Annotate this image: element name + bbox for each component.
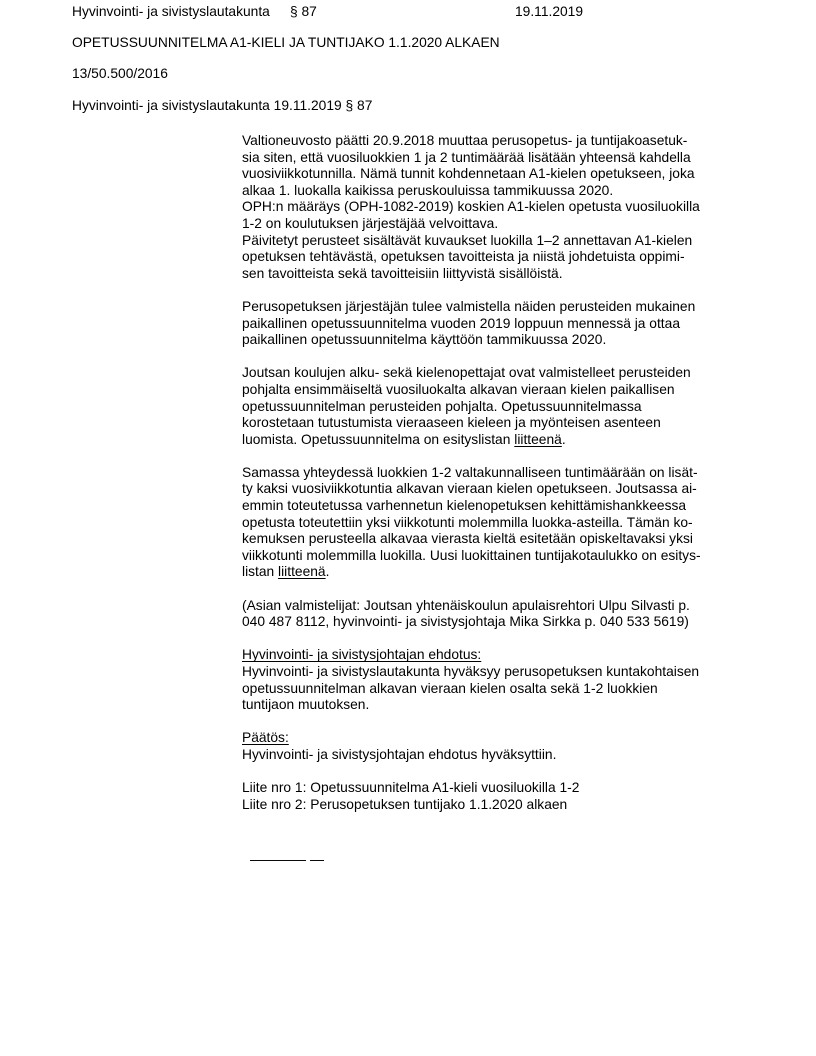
text-segment: kemuksen perusteella alkavaa vierasta kieltä esitetään opiskeltavaksi yksi xyxy=(242,531,693,547)
section-mark: § 87 xyxy=(290,4,317,19)
underlined-text: Hyvinvointi- ja sivistysjohtajan ehdotus: xyxy=(242,647,482,663)
text-segment: Hyvinvointi- ja sivistyslautakunta hyväksyy perusopetuksen kuntakohtaisen xyxy=(242,664,700,679)
text-line xyxy=(242,548,816,565)
text-segment: tuntijaon muutoksen. xyxy=(242,697,370,713)
text-line xyxy=(242,780,816,797)
text-line xyxy=(242,266,816,283)
text-segment: luomista. Opetussuunnitelma on esityslistan xyxy=(242,431,515,447)
paragraph-local-curriculum-deadline xyxy=(242,299,816,349)
text-line xyxy=(242,697,816,714)
text-line xyxy=(242,664,816,681)
text-segment: opetuksen tehtävästä, opetuksen tavoitteista ja niistä johdetuista oppimi- xyxy=(242,249,685,265)
text-line xyxy=(242,166,816,183)
text-line xyxy=(242,299,816,316)
text-segment: Samassa yhteydessä luokkien 1-2 valtakunnalliseen tuntimäärään on lisät- xyxy=(242,464,698,480)
text-segment: alkaa 1. luokalla kaikissa peruskouluissa tammikuussa 2020. xyxy=(242,182,614,198)
text-segment: sia siten, että vuosiluokkien 1 ja 2 tuntimäärää lisätään yhteensä kahdella xyxy=(242,149,691,165)
paragraph-preparers xyxy=(242,598,816,631)
text-segment: Perusopetuksen järjestäjän tulee valmistella näiden perusteiden mukainen xyxy=(242,298,696,314)
paragraph-attachments xyxy=(242,780,816,813)
text-segment: pohjalta ensimmäiseltä vuosiluokalta alkavan vieraan kielen paikallisen xyxy=(242,381,675,397)
text-segment: . xyxy=(325,564,330,580)
text-segment: viikkotunti molemmilla luokilla. Uusi luokittainen tuntijakotaulukko on esitys- xyxy=(242,547,701,563)
text-line xyxy=(242,183,816,200)
text-line xyxy=(242,515,816,532)
document-body xyxy=(242,133,816,813)
text-line xyxy=(242,681,816,698)
text-line xyxy=(242,614,816,631)
text-line xyxy=(242,797,816,814)
document-header xyxy=(72,0,816,21)
paragraph-decision xyxy=(242,730,816,763)
meeting-reference: Hyvinvointi- ja sivistyslautakunta 19.11.2019 § 87 xyxy=(72,98,373,113)
text-line xyxy=(242,432,816,449)
text-line xyxy=(242,150,816,167)
text-segment: opetusta toteutettiin yksi viikkotunti molemmilla luokka-asteilla. Tämän ko- xyxy=(242,514,693,530)
text-segment: Joutsan koulujen alku- sekä kielenopettajat ovat valmistelleet perusteiden xyxy=(242,365,691,381)
text-segment: Hyvinvointi- ja sivistysjohtajan ehdotus hyväksyttiin. xyxy=(242,746,557,762)
text-line xyxy=(242,747,816,764)
text-segment: 1-2 on koulutuksen järjestäjää velvoittava. xyxy=(242,215,499,231)
text-line xyxy=(242,216,816,233)
text-line xyxy=(242,316,816,333)
text-line xyxy=(242,730,816,747)
text-segment: sen tavoitteista sekä tavoitteisiin liittyvistä sisällöistä. xyxy=(242,265,563,281)
text-segment: Liite nro 2: Perusopetuksen tuntijako 1.1.2020 alkaen xyxy=(242,796,568,812)
text-segment: emmin toteutetussa varhennetun kielenopetuksen kehittämishankkeessa xyxy=(242,498,687,514)
text-segment: paikallinen opetussuunnitelma käyttöön tammikuussa 2020. xyxy=(242,332,607,348)
text-line xyxy=(242,199,816,216)
diary-number: 13/50.500/2016 xyxy=(72,66,168,81)
text-line xyxy=(242,465,816,482)
text-segment: Valtioneuvosto päätti 20.9.2018 muuttaa perusopetus- ja tuntijakoasetuk- xyxy=(242,133,688,148)
text-line xyxy=(242,382,816,399)
text-segment: 040 487 8112, hyvinvointi- ja sivistysjohtaja Mika Sirkka p. 040 533 5619) xyxy=(242,614,689,630)
text-segment: OPH:n määräys (OPH-1082-2019) koskien A1-kielen opetusta vuosiluokilla xyxy=(242,199,700,215)
underlined-text: Päätös: xyxy=(242,730,289,746)
text-segment: opetussuunnitelman alkavan vieraan kielen osalta sekä 1-2 luokkien xyxy=(242,680,658,696)
paragraph-curriculum-preparation xyxy=(242,365,816,448)
text-segment: korostetaan tutustumista vieraaseen kieleen ja myönteisen asenteen xyxy=(242,415,661,431)
text-line xyxy=(242,647,816,664)
page-title: OPETUSSUUNNITELMA A1-KIELI JA TUNTIJAKO 1.1.2020 ALKAEN xyxy=(72,35,500,50)
text-segment: vuosiviikkotunnilla. Nämä tunnit kohdennetaan A1-kielen opetukseen, joka xyxy=(242,166,695,182)
text-line xyxy=(242,365,816,382)
underlined-text: liitteenä xyxy=(278,564,326,580)
text-line xyxy=(242,415,816,432)
text-line xyxy=(242,564,816,581)
underlined-text: liitteenä xyxy=(514,431,562,447)
signature-line xyxy=(250,857,816,861)
paragraph-lesson-hours xyxy=(242,465,816,581)
paragraph-background xyxy=(242,133,816,282)
text-segment: Päivitetyt perusteet sisältävät kuvaukset luokilla 1–2 annettavan A1-kielen xyxy=(242,232,693,248)
text-line xyxy=(242,249,816,266)
text-line xyxy=(242,133,816,150)
signature-line-segment xyxy=(250,860,306,861)
text-segment: listan xyxy=(242,564,279,580)
text-line xyxy=(242,233,816,250)
text-line xyxy=(242,498,816,515)
text-segment: ty kaksi vuosiviikkotuntia alkavan vieraan kielen opetukseen. Joutsassa ai- xyxy=(242,481,697,497)
text-segment: paikallinen opetussuunnitelma vuoden 2019 loppuun mennessä ja ottaa xyxy=(242,315,680,331)
text-line xyxy=(242,332,816,349)
committee-name: Hyvinvointi- ja sivistyslautakunta xyxy=(72,4,270,19)
text-line xyxy=(242,598,816,615)
header-date: 19.11.2019 xyxy=(515,4,584,19)
text-line xyxy=(242,399,816,416)
text-segment: opetussuunnitelman perusteiden pohjalta. Opetussuunnitelmassa xyxy=(242,398,642,414)
text-segment: . xyxy=(561,431,566,447)
signature-line-segment xyxy=(310,860,324,861)
text-line xyxy=(242,531,816,548)
paragraph-proposal xyxy=(242,647,816,713)
text-line xyxy=(242,481,816,498)
text-segment: Liite nro 1: Opetussuunnitelma A1-kieli vuosiluokilla 1-2 xyxy=(242,780,580,796)
text-segment: (Asian valmistelijat: Joutsan yhtenäiskoulun apulaisrehtori Ulpu Silvasti p. xyxy=(242,597,690,613)
